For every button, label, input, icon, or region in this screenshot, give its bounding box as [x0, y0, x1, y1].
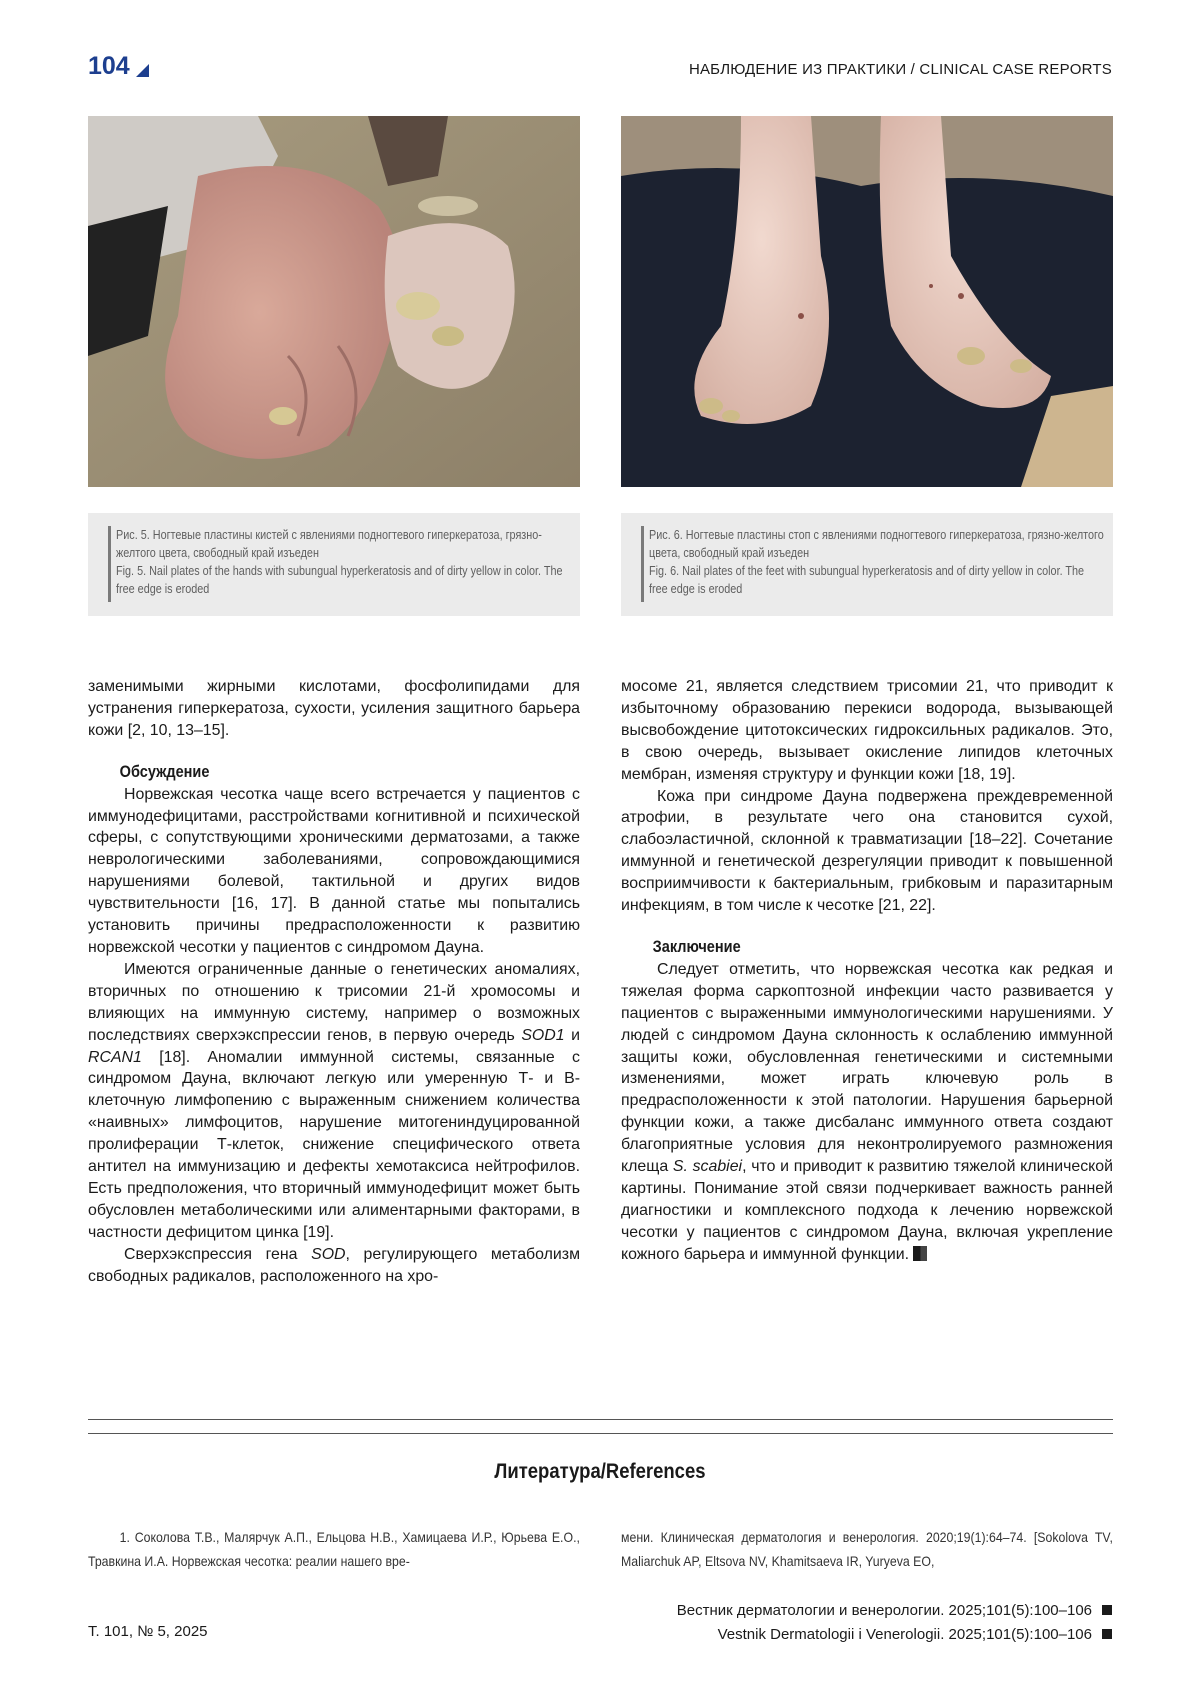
- gene-name: SOD1: [521, 1026, 565, 1044]
- references-title: Литература/References: [494, 1460, 706, 1483]
- caption-en: Fig. 6. Nail plates of the feet with subungual hyperkeratosis and of dirty yellow in color. The free edge is eroded: [649, 564, 1085, 596]
- reference-left: [88, 1525, 580, 1573]
- left-column: [88, 676, 580, 1287]
- journal-title-ru: Вестник дерматологии и венерологии. 2025;101(5):100–106: [676, 1602, 1092, 1619]
- page-number: [88, 52, 149, 81]
- species-name: S. scabiei: [672, 1158, 743, 1176]
- caption-en: Fig. 5. Nail plates of the hands with subungual hyperkeratosis and of dirty yellow in color. The free edge is eroded: [116, 564, 563, 596]
- corner-triangle-icon: [136, 64, 149, 77]
- divider-top: [88, 1419, 1113, 1420]
- paragraph: Следует отметить, что норвежская чесотка как редкая и тяжелая форма саркоптозной инфекции часто развивается у пациентов с выраженными иммунологическими нарушениями. У людей с синдромом Дауна склонность к ослаблению иммунной защиты кожи, обусловленная генетическими и системными изменениями, может играть ключевую роль в предрасположенности к этой патологии. Нарушения барьерной функции кожи, а также дисбаланс иммунного ответа создают благоприятные условия для неконтролируемого размножения клеща S. scabiei, что и приводит к развитию тяжелой клинической картины. Понимание этой связи подчеркивает важность ранней диагностики и комплексного подхода к лечению норвежской чесотки у пациентов с синдромом Дауна, включая укрепление кожного барьера и иммунной функции.: [621, 960, 1114, 1263]
- caption-bar: [641, 526, 644, 602]
- paragraph: Кожа при синдроме Дауна подвержена преждевременной атрофии, в результате чего она становится сухой, слабоэластичной, склонной к травматизации [18–22]. Сочетание иммунной и генетической дезрегуляции приводит к повышенной восприимчивости к бактериальным, грибковым и паразитарным инфекциям, в том числе к чесотке [21, 22].: [621, 787, 1113, 915]
- caption-ru: Рис. 5. Ногтевые пластины кистей с явлениями подногтевого гиперкератоза, грязно-желтого цвета, свободный край изъеден: [116, 528, 542, 560]
- figure-5-photo: [88, 116, 580, 487]
- feet-photo-icon: [621, 116, 1113, 487]
- paragraph: Норвежская чесотка чаще всего встречается у пациентов с иммунодефицитами, расстройствами когнитивной и психической сферы, с сопутствующими хроническими дерматозами, а также неврологическими заболеваниями, сопровождающимися нарушениями болевой, тактильной и других видов чувствительности [16, 17]. В данной статье мы попытались установить причины предрасположенности к развитию норвежской чесотки у пациентов с синдромом Дауна.: [88, 785, 580, 956]
- figure-6-caption: [621, 513, 1113, 616]
- gene-name: RCAN1: [88, 1048, 142, 1066]
- caption-bar: [108, 526, 111, 602]
- square-bullet-icon: [1102, 1629, 1112, 1639]
- paragraph: мосоме 21, является следствием трисомии 21, что приводит к избыточному образованию перекиси водорода, вызывающей высвобождение цитотоксических гидроксильных радикалов. Это, в свою очередь, вызывает окисление липидов клеточных мембран, изменяя структуру и функции кожи [18, 19].: [621, 678, 1113, 783]
- issue-info: Т. 101, № 5, 2025: [88, 1623, 208, 1640]
- hands-photo-icon: [88, 116, 580, 487]
- journal-info: [677, 1599, 1112, 1647]
- reference-right: [621, 1525, 1113, 1573]
- journal-title-en: Vestnik Dermatologii i Venerologii. 2025;101(5):100–106: [717, 1626, 1092, 1643]
- figure-6-photo: [621, 116, 1113, 487]
- page-number-text: 104: [88, 52, 130, 80]
- right-column: [621, 676, 1113, 1266]
- paragraph: Имеются ограниченные данные о генетических аномалиях, вторичных по отношению к трисомии 21-й хромосомы и влияющих на иммунную систему, например о возможных последствиях сверхэкспрессии генов, в первую очередь SOD1 и RCAN1 [18]. Аномалии иммунной системы, связанные с синдромом Дауна, включают легкую или умеренную Т- и В-клеточную лимфопению с выраженным снижением количества «наивных» лимфоцитов, нарушение митогениндуцированной пролиферации Т-клеток, снижение специфического ответа антител на иммунизацию и дефекты хемотаксиса нейтрофилов. Есть предположения, что вторичный иммунодефицит может быть обусловлен метаболическими или алиментарными факторами, в частности дефицитом цинка [19].: [88, 960, 580, 1241]
- caption-ru: Рис. 6. Ногтевые пластины стоп с явлениями подногтевого гиперкератоза, грязно-желтого цвета, свободный край изъеден: [649, 528, 1104, 560]
- divider-bottom: [88, 1433, 1113, 1434]
- paragraph: Сверхэкспрессия гена SOD, регулирующего метаболизм свободных радикалов, расположенного на хро-: [88, 1245, 580, 1285]
- end-of-article-icon: [913, 1246, 927, 1261]
- running-head: НАБЛЮДЕНИЕ ИЗ ПРАКТИКИ / CLINICAL CASE REPORTS: [688, 61, 1112, 78]
- reference-item: 1. Соколова Т.В., Малярчук А.П., Ельцова Н.В., Хамицаева И.Р., Юрьева Е.О., Травкина И.А. Норвежская чесотка: реалии нашего вре-: [88, 1529, 580, 1569]
- paragraph: заменимыми жирными кислотами, фосфолипидами для устранения гиперкератоза, сухости, усиления защитного барьера кожи [2, 10, 13–15].: [88, 678, 580, 739]
- reference-item: мени. Клиническая дерматология и венерология. 2020;19(1):64–74. [Sokolova TV, Maliarchuk AP, Eltsova NV, Khamitsaeva IR, Yuryeva EO,: [621, 1529, 1113, 1569]
- square-bullet-icon: [1102, 1605, 1112, 1615]
- conclusion-heading: Заключение: [652, 937, 741, 956]
- gene-name: SOD: [311, 1245, 346, 1263]
- figure-5-caption: [88, 513, 580, 616]
- discussion-heading: Обсуждение: [119, 762, 210, 781]
